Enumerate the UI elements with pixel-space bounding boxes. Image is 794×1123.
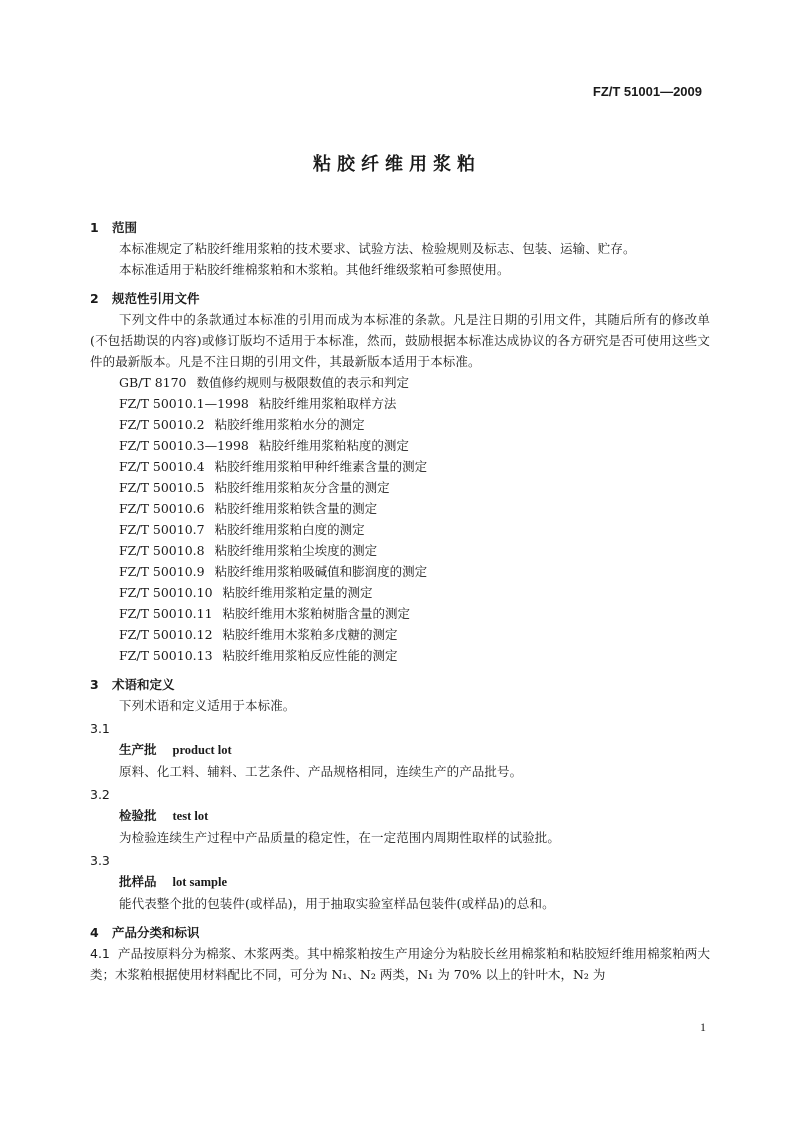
- reference-code: FZ/T 50010.5: [119, 480, 205, 495]
- term-entry: [90, 871, 710, 893]
- term-chinese: 生产批: [119, 742, 157, 757]
- reference-title: 粘胶纤维用浆粕水分的测定: [214, 417, 365, 432]
- reference-code: FZ/T 50010.2: [119, 417, 205, 432]
- reference-code: FZ/T 50010.3—1998: [119, 438, 249, 453]
- term-english: lot sample: [172, 875, 228, 889]
- section-2-heading: [90, 288, 710, 309]
- section-3-heading: [90, 674, 710, 695]
- reference-code: FZ/T 50010.4: [119, 459, 205, 474]
- term-definition: 原料、化工料、辅料、工艺条件、产品规格相同，连续生产的产品批号。: [119, 764, 523, 779]
- term-chinese: 检验批: [119, 808, 157, 823]
- reference-title: 粘胶纤维用浆粕粘度的测定: [258, 438, 409, 453]
- document-body: [90, 217, 710, 985]
- reference-title: 粘胶纤维用浆粕铁含量的测定: [214, 501, 378, 516]
- reference-title: 粘胶纤维用木浆粕多戊糖的测定: [222, 627, 398, 642]
- section-4-heading: [90, 922, 710, 943]
- reference-title: 粘胶纤维用浆粕灰分含量的测定: [214, 480, 390, 495]
- term-definition: 为检验连续生产过程中产品质量的稳定性，在一定范围内周期性取样的试验批。: [119, 830, 561, 845]
- reference-list: [90, 372, 710, 666]
- reference-title: 粘胶纤维用浆粕定量的测定: [222, 585, 373, 600]
- reference-code: FZ/T 50010.8: [119, 543, 205, 558]
- reference-title: 粘胶纤维用浆粕吸碱值和膨润度的测定: [214, 564, 428, 579]
- section-title: 产品分类和标识: [112, 925, 200, 940]
- reference-item: [90, 456, 710, 477]
- reference-title: 粘胶纤维用浆粕取样方法: [258, 396, 397, 411]
- reference-code: FZ/T 50010.1—1998: [119, 396, 249, 411]
- reference-code: GB/T 8170: [119, 375, 187, 390]
- term-number: 3.1: [90, 721, 110, 736]
- reference-title: 粘胶纤维用浆粕尘埃度的测定: [214, 543, 378, 558]
- reference-title: 粘胶纤维用木浆粕树脂含量的测定: [222, 606, 411, 621]
- paragraph: 本标准适用于粘胶纤维棉浆粕和木浆粕。其他纤维级浆粕可参照使用。: [119, 262, 510, 277]
- section-number: 2: [90, 291, 99, 306]
- reference-code: FZ/T 50010.6: [119, 501, 205, 516]
- section-number: 3: [90, 677, 99, 692]
- reference-item: [90, 498, 710, 519]
- reference-code: FZ/T 50010.7: [119, 522, 205, 537]
- paragraph: 下列术语和定义适用于本标准。: [119, 698, 296, 713]
- term-definition: 能代表整个批的包装件(或样品)，用于抽取实验室样品包装件(或样品)的总和。: [119, 896, 555, 911]
- reference-code: FZ/T 50010.12: [119, 627, 213, 642]
- term-english: test lot: [172, 809, 209, 823]
- reference-item: [90, 393, 710, 414]
- reference-title: 数值修约规则与极限数值的表示和判定: [196, 375, 410, 390]
- page-number: 1: [700, 1020, 706, 1034]
- reference-item: [90, 561, 710, 582]
- reference-item: [90, 372, 710, 393]
- reference-code: FZ/T 50010.11: [119, 606, 213, 621]
- reference-item: [90, 624, 710, 645]
- reference-item: [90, 414, 710, 435]
- reference-code: FZ/T 50010.10: [119, 585, 213, 600]
- reference-item: [90, 582, 710, 603]
- term-chinese: 批样品: [119, 874, 157, 889]
- term-number: 3.3: [90, 853, 110, 868]
- section-number: 1: [90, 220, 99, 235]
- standard-number: FZ/T 51001—2009: [592, 84, 702, 99]
- section-number: 4: [90, 925, 99, 940]
- term-entry: [90, 805, 710, 827]
- section-title: 范围: [112, 220, 138, 235]
- clause-4-1: [90, 943, 710, 985]
- reference-title: 粘胶纤维用浆粕甲种纤维素含量的测定: [214, 459, 428, 474]
- clause-text: 产品按原料分为棉浆、木浆两类。其中棉浆粕按生产用途分为粘胶长丝用棉浆粕和粘胶短纤维用棉浆粕两大类；木浆粕根据使用材料配比不同，可分为 N₁、N₂ 两类，N₁ 为 70% 以上的针叶木，N₂ 为: [90, 946, 710, 982]
- reference-item: [90, 540, 710, 561]
- reference-item: [90, 435, 710, 456]
- term-entry: [90, 739, 710, 761]
- document-title: 粘胶纤维用浆粕: [313, 154, 481, 175]
- reference-code: FZ/T 50010.13: [119, 648, 213, 663]
- reference-code: FZ/T 50010.9: [119, 564, 205, 579]
- reference-title: 粘胶纤维用浆粕白度的测定: [214, 522, 365, 537]
- paragraph: 下列文件中的条款通过本标准的引用而成为本标准的条款。凡是注日期的引用文件，其随后所有的修改单(不包括勘误的内容)或修订版均不适用于本标准，然而，鼓励根据本标准达成协议的各方研究是否可使用这些文件的最新版本。凡是不注日期的引用文件，其最新版本适用于本标准。: [90, 312, 710, 369]
- paragraph: 本标准规定了粘胶纤维用浆粕的技术要求、试验方法、检验规则及标志、包装、运输、贮存。: [119, 241, 636, 256]
- reference-item: [90, 519, 710, 540]
- reference-title: 粘胶纤维用浆粕反应性能的测定: [222, 648, 398, 663]
- reference-item: [90, 603, 710, 624]
- term-number: 3.2: [90, 787, 110, 802]
- reference-item: [90, 645, 710, 666]
- section-title: 规范性引用文件: [112, 291, 200, 306]
- section-title: 术语和定义: [112, 677, 175, 692]
- section-1-heading: [90, 217, 710, 238]
- reference-item: [90, 477, 710, 498]
- clause-number: 4.1: [90, 946, 110, 961]
- term-english: product lot: [172, 743, 232, 757]
